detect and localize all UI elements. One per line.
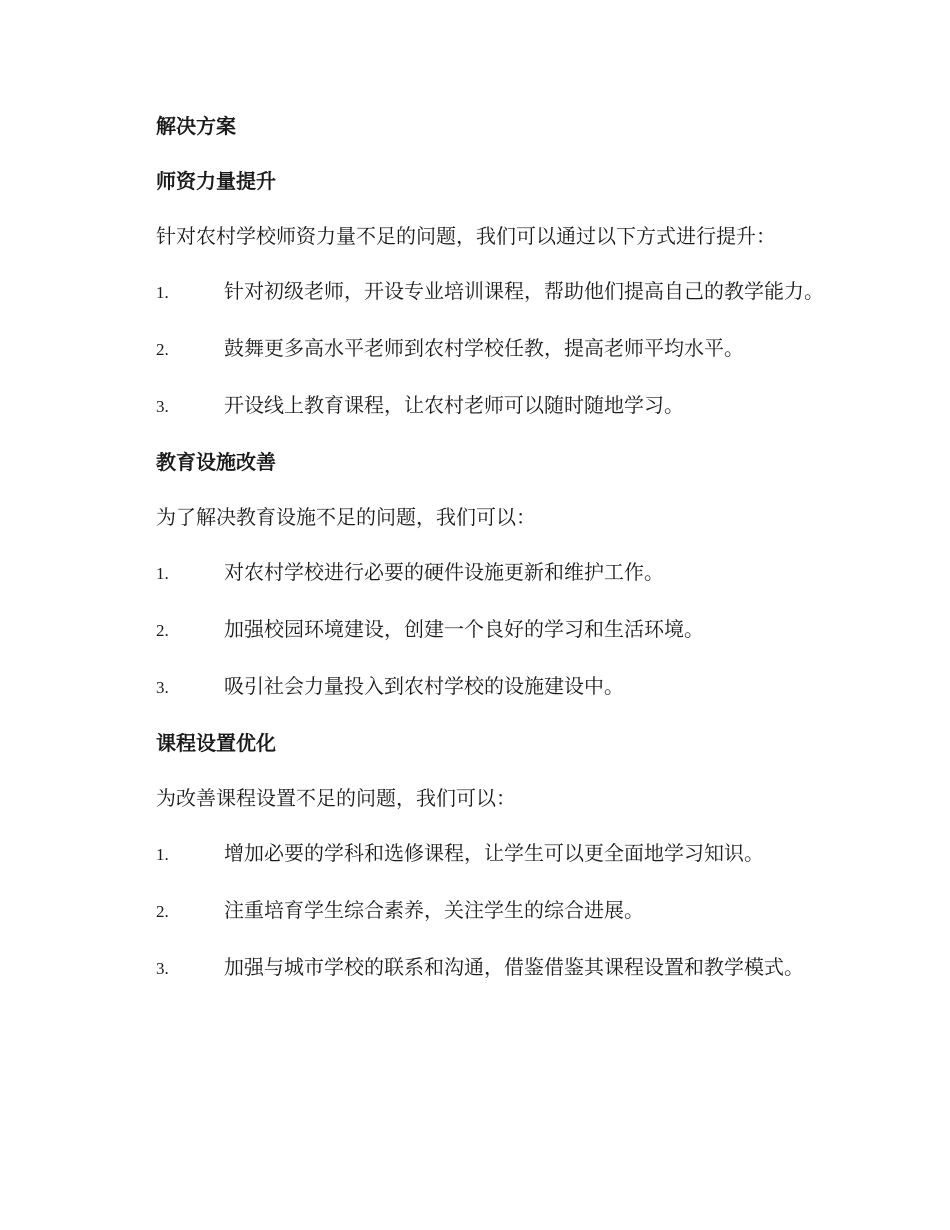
section-facilities <box>112 441 837 709</box>
section-heading: 教育设施改善 <box>156 450 276 474</box>
section-intro: 针对农村学校师资力量不足的问题，我们可以通过以下方式进行提升： <box>156 224 776 248</box>
section-teachers <box>112 160 837 428</box>
section-curriculum <box>112 722 837 990</box>
list-item <box>112 327 837 371</box>
list-number: 2. <box>156 621 169 640</box>
list-text: 鼓舞更多高水平老师到农村学校任教，提高老师平均水平。 <box>224 336 744 360</box>
list-text: 注重培育学生综合素养，关注学生的综合进展。 <box>224 898 644 922</box>
list-item <box>112 608 837 652</box>
list-text: 开设线上教育课程，让农村老师可以随时随地学习。 <box>224 393 684 417</box>
list-item <box>112 384 837 428</box>
section-heading: 师资力量提升 <box>156 169 276 193</box>
list-number: 1. <box>156 564 169 583</box>
list-number: 1. <box>156 845 169 864</box>
list-text: 针对初级老师，开设专业培训课程，帮助他们提高自己的教学能力。 <box>224 279 824 303</box>
section-intro: 为改善课程设置不足的问题，我们可以： <box>156 786 516 810</box>
list-number: 1. <box>156 283 169 302</box>
section-heading: 课程设置优化 <box>156 731 276 755</box>
list-number: 3. <box>156 397 169 416</box>
document-page <box>112 105 837 1003</box>
list-item <box>112 551 837 595</box>
section-intro: 为了解决教育设施不足的问题，我们可以： <box>156 505 536 529</box>
list-item <box>112 665 837 709</box>
list-item <box>112 889 837 933</box>
list-text: 加强与城市学校的联系和沟通，借鉴借鉴其课程设置和教学模式。 <box>224 955 804 979</box>
list-number: 2. <box>156 340 169 359</box>
list-number: 3. <box>156 678 169 697</box>
list-number: 3. <box>156 959 169 978</box>
list-item <box>112 946 837 990</box>
list-number: 2. <box>156 902 169 921</box>
list-text: 吸引社会力量投入到农村学校的设施建设中。 <box>224 674 624 698</box>
list-item <box>112 832 837 876</box>
list-text: 对农村学校进行必要的硬件设施更新和维护工作。 <box>224 560 664 584</box>
list-text: 增加必要的学科和选修课程，让学生可以更全面地学习知识。 <box>224 841 764 865</box>
list-text: 加强校园环境建设，创建一个良好的学习和生活环境。 <box>224 617 704 641</box>
list-item <box>112 270 837 314</box>
document-title: 解决方案 <box>156 114 236 138</box>
